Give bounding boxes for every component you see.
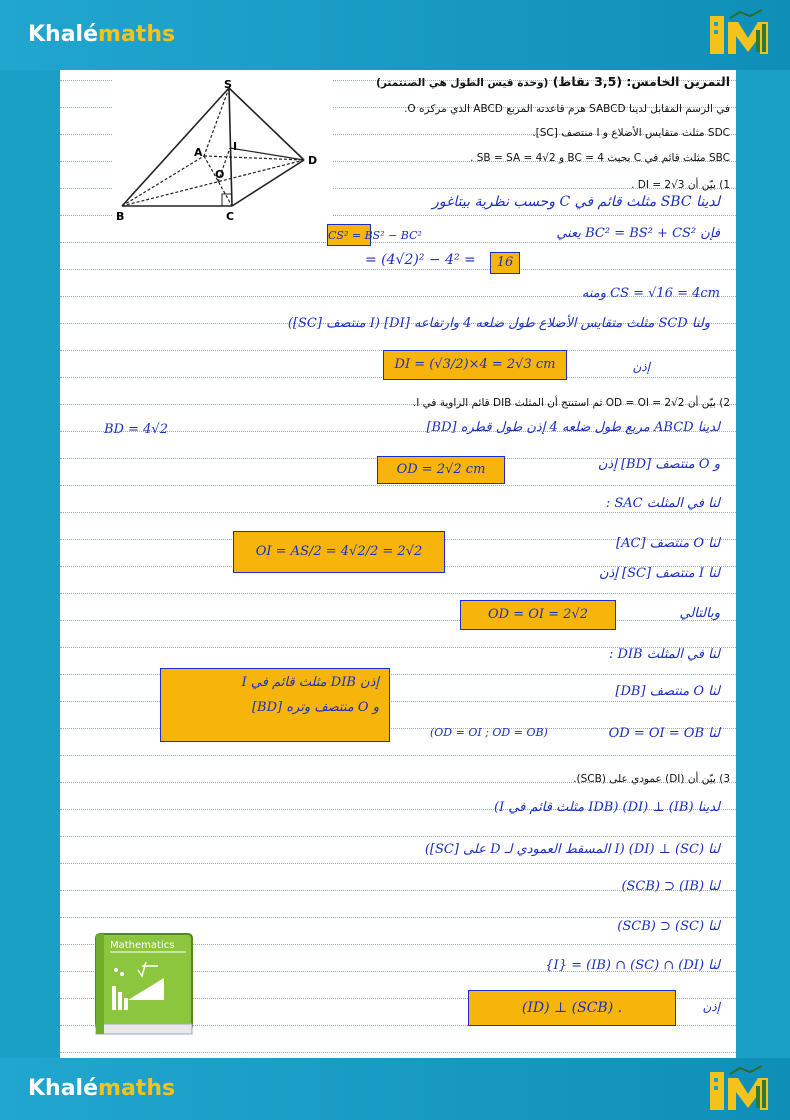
ruled-line [60, 593, 736, 594]
statement-line-2: SDC مثلث متقايس الأضلاع و I منتصف [SC]. [532, 127, 730, 139]
math-notebook-icon [88, 930, 200, 1040]
ruled-line [60, 269, 736, 270]
header-band [0, 0, 790, 70]
solution-line: إذن [702, 1000, 720, 1014]
solution-line: CS = √16 = 4cm ومنه [581, 286, 720, 301]
ruled-line [60, 512, 736, 513]
result-box-dib [160, 668, 390, 742]
exercise-title: التمرين الخامس: (3,5 نقاط) [552, 74, 730, 89]
brand-logo-icon [708, 8, 776, 58]
pyramid-figure [112, 78, 332, 223]
result-box-line: إذن DIB مثلث قائم في I [241, 675, 379, 690]
solution-side-note: BD = 4√2 [104, 422, 168, 437]
footer-band [0, 1058, 790, 1120]
ruled-line [60, 917, 736, 918]
solution-line: إذن [632, 360, 650, 374]
result-box-oi: OI = AS/2 = 4√2/2 = 2√2 [233, 531, 445, 573]
solution-line: لنا (IB) ⊂ (SCB) [621, 879, 720, 894]
solution-line: لنا O منتصف [AC] [616, 536, 720, 551]
solution-line: لنا في المثلث DIB : [608, 647, 720, 662]
solution-line: لدينا SBC مثلث قائم في C وحسب نظرية بيتاغور [432, 194, 720, 210]
solution-line: لنا OD = OI = OB [608, 726, 720, 741]
result-box-line: و O منتصف وتره [BD] [251, 700, 379, 715]
figure-label-o: O [215, 168, 225, 181]
brand-name-part1: Khalé [28, 1076, 99, 1101]
statement-line-1: في الرسم المقابل لدينا SABCD هرم قاعدته المربع ABCD الذي مركزه O. [404, 103, 730, 115]
solution-line: لدينا (IB) ⊥ (DI) (IDB مثلث قائم في I) [493, 800, 720, 815]
exercise-header [335, 74, 730, 89]
solution-line: فإن BC² = BS² + CS² يعني [556, 226, 720, 241]
solution-line: لنا في المثلث SAC : [605, 496, 720, 511]
ruled-line [60, 1052, 736, 1053]
exercise-unit-note: (وحدة قيس الطول هي الصنتمتر) [376, 77, 549, 89]
figure-label-a: A [194, 146, 203, 159]
figure-label-c: C [226, 210, 235, 223]
solution-line: لنا I منتصف [SC] إذن [598, 566, 720, 581]
solution-line: وبالتالي [679, 606, 720, 621]
solution-line: = (4√2)² − 4² = [365, 252, 476, 268]
figure-label-i: I [233, 140, 238, 153]
ruled-line [60, 863, 736, 864]
brand-name-part2: maths [98, 22, 176, 47]
solution-line: لنا (SC) ⊂ (SCB) [617, 919, 720, 934]
figure-label-d: D [308, 154, 318, 167]
solution-line: لنا O منتصف [DB] [615, 684, 720, 699]
solution-line: لنا (DI) ∩ (SC) ∩ (IB) = {I} [545, 958, 720, 973]
solution-line: ولنا SCD مثلث متقايس الأضلاع طول ضلعه 4 وارتفاعه [DI] (I منتصف [SC]) [287, 316, 710, 331]
question-1: 1) بيّن أن DI = 2√3 . [631, 179, 730, 191]
figure-label-s: S [224, 78, 232, 91]
solution-line: لنا (SC) ⊥ (DI) (I المسقط العمودي لـ D على [SC]) [424, 842, 720, 857]
solution-side-note: (OD = OI ; OD = OB) [430, 726, 548, 739]
result-box-text: CS² = BS² − BC² [328, 229, 422, 242]
brand-name-part2: maths [98, 1076, 176, 1101]
question-3: 3) بيّن أن (DI) عمودي على (SCB). [573, 773, 730, 785]
ruled-line [60, 242, 736, 243]
ruled-line [60, 755, 736, 756]
brand-logo-text [28, 22, 175, 47]
brand-logo-text [28, 1076, 175, 1101]
result-box-di: DI = (√3/2)×4 = 2√3 cm [383, 350, 567, 380]
figure-label-b: B [116, 210, 125, 223]
ruled-line [60, 485, 736, 486]
result-box-cs2 [327, 224, 422, 246]
ruled-line [60, 836, 736, 837]
question-2: 2) بيّن أن OD = OI = 2√2 ثم استنتج أن المثلث DIB قائم الزاوية في I. [412, 397, 730, 409]
statement-line-3: SBC مثلث قائم في C بحيث BC = 4 و SB = SA = 4√2 . [470, 152, 730, 164]
result-box-16: 16 [490, 252, 520, 274]
result-box-od: OD = 2√2 cm [377, 456, 505, 484]
result-box-od-oi: OD = OI = 2√2 [460, 600, 616, 630]
solution-line: و O منتصف [BD] إذن [597, 457, 720, 472]
result-box-perpendicular: (ID) ⊥ (SCB) . [468, 990, 676, 1026]
notebook-title: Mathematics [110, 940, 175, 951]
solution-line: لدينا ABCD مربع طول ضلعه 4 إذن طول قطره [BD] [426, 420, 720, 435]
brand-logo-icon [708, 1064, 776, 1114]
brand-name-part1: Khalé [28, 22, 99, 47]
